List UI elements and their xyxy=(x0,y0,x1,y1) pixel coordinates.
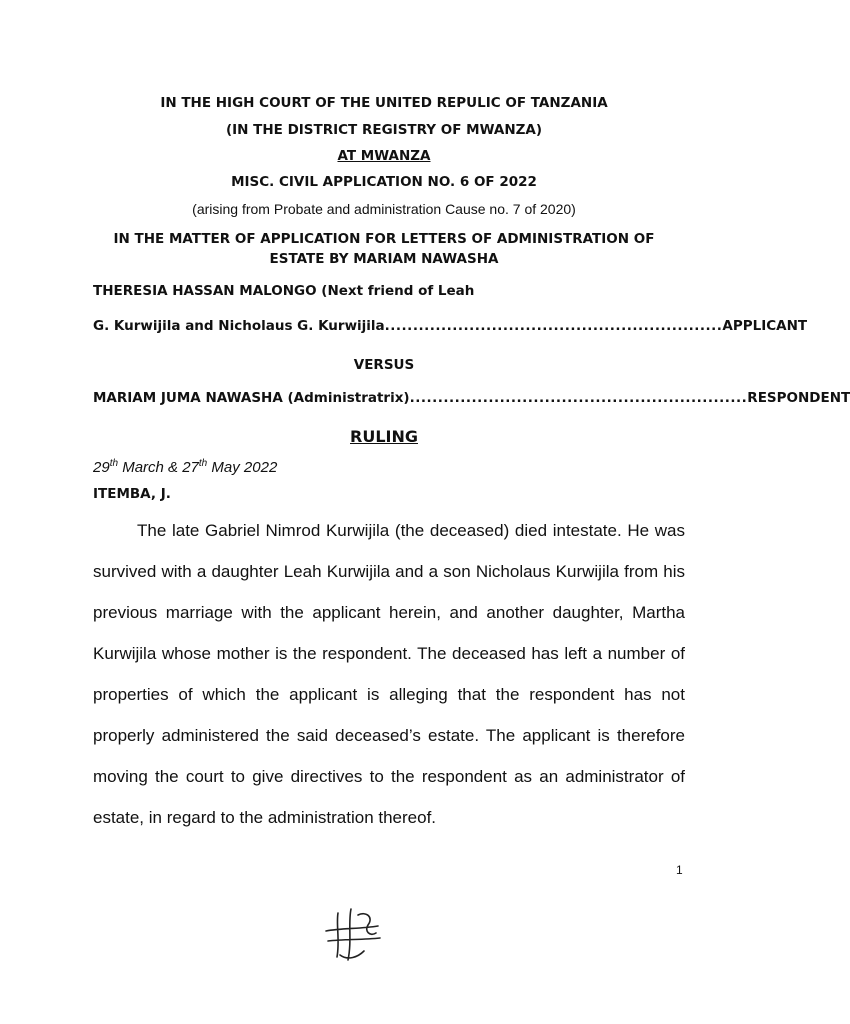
applicant-line-1: THERESIA HASSAN MALONGO (Next friend of Leah xyxy=(93,283,475,299)
applicant-role: APPLICANT xyxy=(722,318,808,334)
respondent-line xyxy=(93,390,850,406)
ruling-dates xyxy=(93,458,277,476)
respondent-name: MARIAM JUMA NAWASHA (Administratrix) xyxy=(93,390,410,406)
location-line: AT MWANZA xyxy=(337,148,431,164)
judge-initials-signature xyxy=(318,905,388,965)
ruling-paragraph: The late Gabriel Nimrod Kurwijila (the deceased) died intestate. He was survived with a daughter Leah Kurwijila and a son Nicholaus Kurwijila from his previous marriage with the applicant herein, and another daughter, Martha Kurwijila whose mother is the respondent. The deceased has left a number of properties of which the applicant is alleging that the respondent has not properly administered the said deceased’s estate. The applicant is therefore moving the court to give directives to the respondent as an administrator of estate, in regard to the administration thereof. xyxy=(93,521,685,827)
registry-line: (IN THE DISTRICT REGISTRY OF MWANZA) xyxy=(225,122,543,138)
leader-dots: ............................................................ xyxy=(384,318,723,334)
leader-dots: ............................................................ xyxy=(409,390,748,406)
arising-line: (arising from Probate and administration Cause no. 7 of 2020) xyxy=(192,201,576,217)
page-number: 1 xyxy=(676,863,683,877)
judge-name: ITEMBA, J. xyxy=(93,486,171,502)
respondent-role: RESPONDENT xyxy=(747,390,850,406)
applicant-names: G. Kurwijila and Nicholaus G. Kurwijila xyxy=(93,318,385,334)
versus-label: VERSUS xyxy=(353,357,415,373)
ruling-title: RULING xyxy=(350,427,418,446)
date-text: 29th March & 27th May 2022 xyxy=(93,458,278,476)
applicant-line-2 xyxy=(93,318,808,334)
matter-line-2: ESTATE BY MARIAM NAWASHA xyxy=(269,251,499,267)
case-number: MISC. CIVIL APPLICATION NO. 6 OF 2022 xyxy=(231,174,537,190)
matter-line-1: IN THE MATTER OF APPLICATION FOR LETTERS OF ADMINISTRATION OF xyxy=(113,231,655,247)
court-title: IN THE HIGH COURT OF THE UNITED REPULIC OF TANZANIA xyxy=(160,95,608,111)
